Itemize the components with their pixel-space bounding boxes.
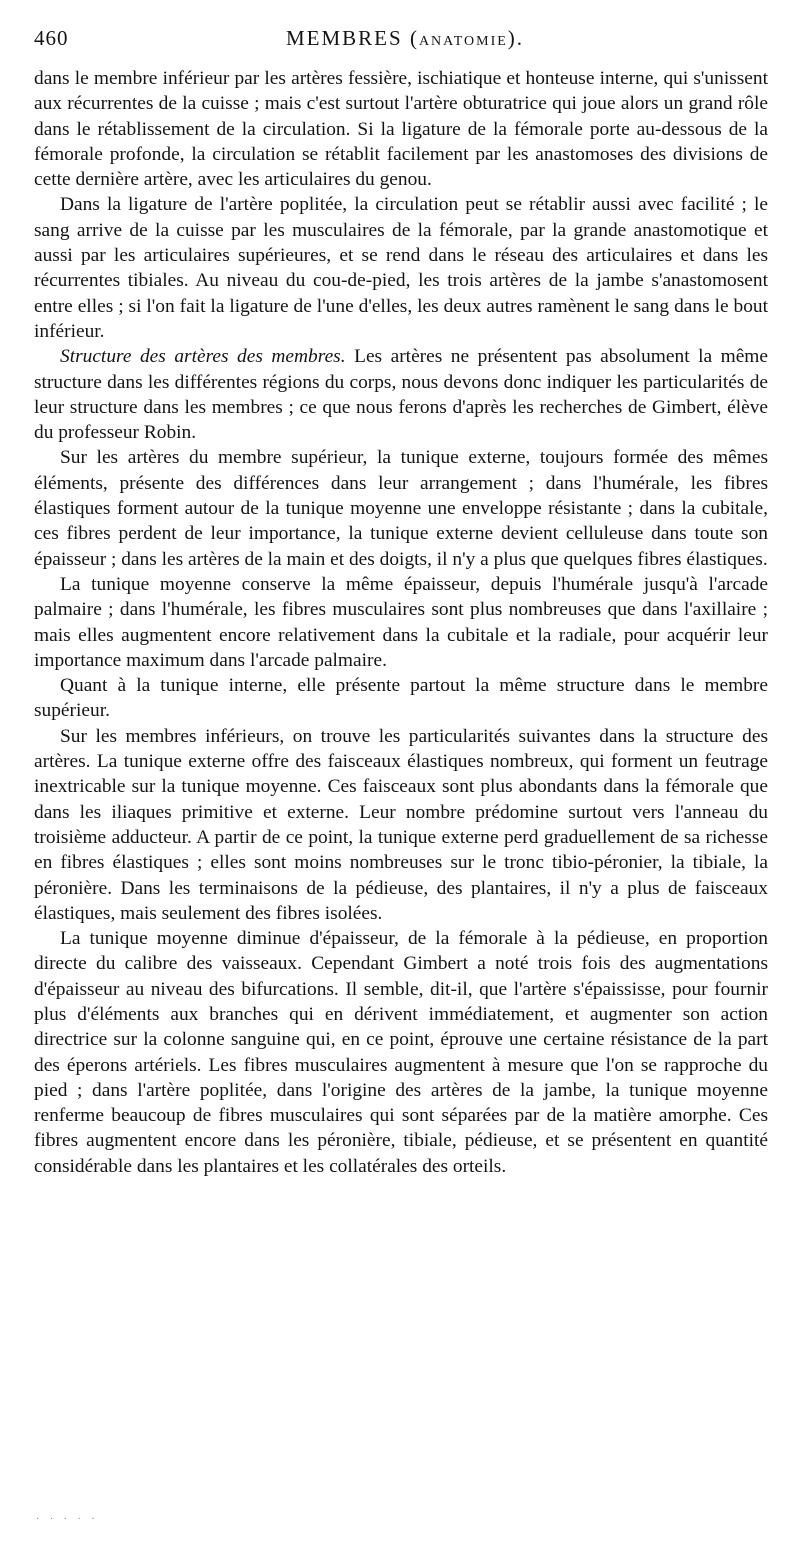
text-body [34,66,768,1179]
paragraph: La tunique moyenne diminue d'épaisseur, de la fémorale à la pédieuse, en proportion directe du calibre des vaisseaux. Cependant Gimbert a noté trois fois des augmentations d'épaisseur au niveau des bifurcations. Il semble, dit-il, que l'artère s'épaississe, pour fournir plus d'éléments aux branches qui en dérivent immédiatement, et augmenter son action directrice sur la colonne sanguine qui, en ce point, éprouve une certaine résistance de la part des éperons artériels. Les fibres musculaires augmentent à mesure que l'on se rapproche du pied ; dans l'artère poplitée, dans l'origine des artères de la jambe, la tunique moyenne renferme beaucoup de fibres musculaires qui sont séparées par de la matière amorphe. Ces fibres augmentent encore dans les péronière, tibiale, pédieuse, et se présentent en quantité considérable dans les plantaires et les collatérales des orteils. [34,928,768,1177]
paragraph: Dans la ligature de l'artère poplitée, la circulation peut se rétablir aussi avec facilité ; le sang arrive de la cuisse par les musculaires de la fémorale, par la grande anastomotique et aussi par les articulaires supérieures, et se rend dans le réseau des articulaires et dans les récurrentes tibiales. Au niveau du cou-de-pied, les trois artères de la jambe s'anastomosent entre elles ; si l'on fait la ligature de l'une d'elles, les deux autres ramènent le sang dans le bout inférieur. [34,194,768,342]
paragraph: dans le membre inférieur par les artères fessière, ischiatique et honteuse interne, qui s'unissent aux récurrentes de la cuisse ; mais c'est surtout l'artère obturatrice qui joue alors un grand rôle dans le rétablissement de la circulation. Si la ligature de la fémorale porte au-dessous de la fémorale profonde, la circulation se rétablit facilement par les anastomoses des divisions de cette dernière artère, avec les articulaires du genou. [34,68,768,191]
running-head-title-end: ). [507,26,525,50]
paragraph: Sur les artères du membre supérieur, la tunique externe, toujours formée des mêmes éléments, présente des différences dans leur arrangement ; dans l'humérale, les fibres élastiques forment autour de la tunique moyenne une enveloppe résistante ; dans la cubitale, ces fibres perdent de leur importance, la tunique externe devient celluleuse dans toute son épaisseur ; dans les artères de la main et des doigts, il n'y a plus que quelques fibres élastiques. [34,447,768,570]
paragraph: Quant à la tunique interne, elle présente partout la même structure dans le membre supérieur. [34,675,768,722]
scan-specks: · · · · · [36,1514,99,1525]
paragraph [34,344,768,445]
running-head [34,26,768,66]
paragraph-text: Les artères ne présentent pas absolument la même structure dans les différentes régions du corps, nous devons donc indiquer les particularités de leur structure dans les membres ; ce que nous ferons d'après les recherches de Gimbert, élève du professeur Robin. [34,346,768,444]
page-number: 460 [34,26,69,50]
paragraph: La tunique moyenne conserve la même épaisseur, depuis l'humérale jusqu'à l'arcade palmaire ; dans l'humérale, les fibres musculaires sont plus nombreuses que dans l'axillaire ; mais elles augmentent encore relativement dans la cubitale et la radiale, pour acquérir leur importance maximum dans l'arcade palmaire. [34,573,768,671]
page [34,26,768,1179]
running-head-title-main: MEMBRES ( [286,26,419,50]
running-head-title [286,26,524,51]
section-title: Structure des artères des membres. [60,346,346,368]
paragraph: Sur les membres inférieurs, on trouve les particularités suivantes dans la structure des artères. La tunique externe offre des faisceaux élastiques nombreux, qui forment un feutrage inextricable sur la tunique moyenne. Ces faisceaux sont plus abondants dans la fémorale que dans les iliaques primitive et externe. Leur nombre prédomine surtout vers l'anneau du troisième adducteur. A partir de ce point, la tunique externe perd graduellement de sa richesse en fibres élastiques ; elles sont moins nombreuses sur le tronc tibio-péronier, la tibiale, la péronière. Dans les terminaisons de la pédieuse, des plantaires, il n'y a plus de faisceaux élastiques, mais seulement des fibres isolées. [34,725,768,924]
running-head-title-subject: ANATOMIE [418,34,508,49]
